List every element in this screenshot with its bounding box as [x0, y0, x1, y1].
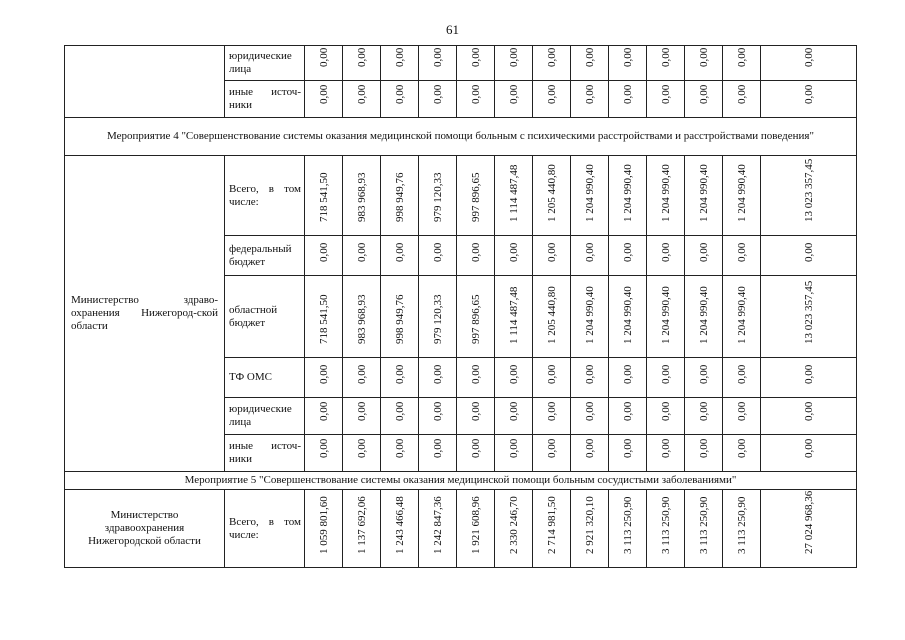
financing-table — [64, 45, 857, 568]
value-cell — [609, 46, 647, 81]
value-cell — [685, 81, 723, 118]
value-text: 0,00 — [355, 364, 368, 384]
value-cell — [381, 81, 419, 118]
table-row — [65, 46, 857, 81]
value-text: 0,00 — [697, 364, 710, 384]
table-row — [65, 156, 857, 236]
value-cell — [419, 358, 457, 398]
value-text: 1 204 990,40 — [583, 286, 596, 344]
value-cell — [457, 236, 495, 276]
value-text: 718 541,50 — [317, 172, 330, 222]
value-text: 1 243 466,48 — [393, 496, 406, 554]
total-cell — [761, 46, 857, 81]
total-cell — [761, 236, 857, 276]
value-cell — [647, 490, 685, 568]
value-cell — [305, 398, 343, 435]
value-cell — [343, 490, 381, 568]
value-cell — [381, 358, 419, 398]
value-cell — [305, 490, 343, 568]
value-text: 0,00 — [735, 401, 748, 421]
value-text: 0,00 — [659, 84, 672, 104]
value-text: 1 204 990,40 — [735, 286, 748, 344]
value-cell — [723, 156, 761, 236]
total-text: 0,00 — [802, 364, 815, 384]
value-cell — [609, 435, 647, 472]
value-text: 0,00 — [355, 84, 368, 104]
value-cell — [723, 358, 761, 398]
value-text: 0,00 — [317, 242, 330, 262]
value-text: 983 968,93 — [355, 294, 368, 344]
value-cell — [571, 46, 609, 81]
value-cell — [571, 358, 609, 398]
value-text: 0,00 — [507, 84, 520, 104]
value-cell — [685, 156, 723, 236]
value-cell — [571, 236, 609, 276]
value-cell — [533, 490, 571, 568]
value-text: 0,00 — [355, 242, 368, 262]
value-cell — [533, 236, 571, 276]
value-cell — [533, 358, 571, 398]
value-text: 2 921 320,10 — [583, 496, 596, 554]
value-cell — [723, 490, 761, 568]
total-text: 27 024 968,36 — [802, 490, 815, 554]
value-text: 0,00 — [393, 438, 406, 458]
page-number: 61 — [446, 22, 459, 37]
value-cell — [419, 490, 457, 568]
value-text: 0,00 — [431, 364, 444, 384]
value-text: 0,00 — [317, 47, 330, 67]
value-text: 0,00 — [507, 438, 520, 458]
value-text: 1 204 990,40 — [697, 286, 710, 344]
value-text: 0,00 — [583, 401, 596, 421]
value-text: 0,00 — [697, 84, 710, 104]
value-cell — [647, 435, 685, 472]
value-text: 998 949,76 — [393, 294, 406, 344]
value-text: 0,00 — [659, 438, 672, 458]
value-text: 0,00 — [469, 47, 482, 67]
value-text: 0,00 — [621, 47, 634, 67]
value-text: 0,00 — [583, 47, 596, 67]
value-cell — [381, 490, 419, 568]
source-cell: Всего, в том числе: — [225, 156, 305, 236]
value-text: 2 714 981,50 — [545, 496, 558, 554]
value-text: 1 059 801,60 — [317, 496, 330, 554]
value-cell — [571, 435, 609, 472]
value-text: 1 204 990,40 — [697, 164, 710, 222]
total-cell — [761, 358, 857, 398]
value-text: 3 113 250,90 — [659, 496, 672, 554]
value-cell — [343, 358, 381, 398]
value-cell — [533, 276, 571, 358]
value-text: 0,00 — [659, 47, 672, 67]
value-text: 0,00 — [583, 364, 596, 384]
executor-cell — [65, 46, 225, 118]
value-cell — [381, 435, 419, 472]
value-cell — [381, 398, 419, 435]
total-cell — [761, 81, 857, 118]
value-text: 1 204 990,40 — [659, 164, 672, 222]
value-cell — [647, 398, 685, 435]
value-text: 718 541,50 — [317, 294, 330, 344]
value-cell — [571, 398, 609, 435]
value-cell — [647, 236, 685, 276]
value-text: 1 204 990,40 — [621, 164, 634, 222]
value-text: 0,00 — [621, 84, 634, 104]
value-cell — [495, 435, 533, 472]
table-row — [65, 490, 857, 568]
total-cell — [761, 490, 857, 568]
total-text: 13 023 357,45 — [802, 280, 815, 344]
measure-title: Мероприятие 5 "Совершенствование системы оказания медицинской помощи больным сосудистыми заболеваниями" — [65, 472, 857, 490]
value-text: 0,00 — [735, 84, 748, 104]
value-text: 1 204 990,40 — [659, 286, 672, 344]
value-cell — [609, 358, 647, 398]
value-text: 0,00 — [469, 438, 482, 458]
value-text: 1 204 990,40 — [583, 164, 596, 222]
value-text: 0,00 — [545, 364, 558, 384]
value-cell — [457, 276, 495, 358]
value-cell — [381, 236, 419, 276]
value-text: 0,00 — [583, 242, 596, 262]
total-text: 0,00 — [802, 242, 815, 262]
value-text: 998 949,76 — [393, 172, 406, 222]
value-cell — [571, 81, 609, 118]
value-cell — [457, 156, 495, 236]
value-text: 0,00 — [393, 242, 406, 262]
value-cell — [533, 46, 571, 81]
value-text: 0,00 — [621, 438, 634, 458]
value-text: 0,00 — [431, 84, 444, 104]
value-text: 0,00 — [659, 401, 672, 421]
value-text: 0,00 — [469, 242, 482, 262]
value-cell — [305, 156, 343, 236]
value-text: 0,00 — [697, 438, 710, 458]
value-text: 0,00 — [507, 242, 520, 262]
value-cell — [457, 81, 495, 118]
value-cell — [533, 81, 571, 118]
value-text: 2 330 246,70 — [507, 496, 520, 554]
value-text: 1 921 608,96 — [469, 496, 482, 554]
source-cell: Всего, в том числе: — [225, 490, 305, 568]
value-text: 0,00 — [545, 242, 558, 262]
value-cell — [495, 81, 533, 118]
value-cell — [647, 46, 685, 81]
value-text: 0,00 — [431, 401, 444, 421]
measure-header-row — [65, 118, 857, 156]
value-text: 0,00 — [507, 401, 520, 421]
value-cell — [381, 46, 419, 81]
value-cell — [647, 276, 685, 358]
value-cell — [343, 81, 381, 118]
value-cell — [609, 276, 647, 358]
value-text: 0,00 — [431, 438, 444, 458]
measure-title: Мероприятие 4 "Совершенствование системы оказания медицинской помощи больным с психическими расстройствами и расстройствами поведения" — [65, 118, 857, 156]
value-text: 0,00 — [469, 84, 482, 104]
value-cell — [723, 46, 761, 81]
value-text: 0,00 — [393, 401, 406, 421]
value-cell — [343, 46, 381, 81]
value-cell — [685, 236, 723, 276]
value-cell — [419, 236, 457, 276]
value-text: 0,00 — [545, 47, 558, 67]
value-text: 0,00 — [735, 364, 748, 384]
value-cell — [571, 490, 609, 568]
total-cell — [761, 398, 857, 435]
value-text: 0,00 — [317, 401, 330, 421]
value-cell — [343, 236, 381, 276]
source-cell: федеральный бюджет — [225, 236, 305, 276]
value-cell — [495, 490, 533, 568]
value-text: 3 113 250,90 — [735, 496, 748, 554]
value-cell — [419, 81, 457, 118]
value-text: 0,00 — [469, 401, 482, 421]
total-cell — [761, 156, 857, 236]
value-cell — [685, 358, 723, 398]
value-cell — [495, 236, 533, 276]
value-cell — [419, 46, 457, 81]
value-text: 1 205 440,80 — [545, 286, 558, 344]
value-text: 0,00 — [393, 84, 406, 104]
value-text: 1 114 487,48 — [507, 164, 520, 222]
value-cell — [723, 398, 761, 435]
value-cell — [495, 398, 533, 435]
total-cell — [761, 435, 857, 472]
value-cell — [609, 398, 647, 435]
value-cell — [457, 435, 495, 472]
value-cell — [457, 46, 495, 81]
value-cell — [533, 435, 571, 472]
value-cell — [685, 398, 723, 435]
value-text: 0,00 — [735, 242, 748, 262]
value-text: 0,00 — [697, 242, 710, 262]
value-cell — [419, 276, 457, 358]
measure-header-row — [65, 472, 857, 490]
value-cell — [305, 81, 343, 118]
total-text: 0,00 — [802, 438, 815, 458]
value-cell — [647, 358, 685, 398]
value-cell — [343, 435, 381, 472]
value-text: 0,00 — [507, 364, 520, 384]
value-cell — [457, 490, 495, 568]
total-cell — [761, 276, 857, 358]
value-text: 0,00 — [355, 401, 368, 421]
source-cell: иные источ-ники — [225, 81, 305, 118]
value-cell — [685, 276, 723, 358]
value-text: 997 896,65 — [469, 294, 482, 344]
source-cell: ТФ ОМС — [225, 358, 305, 398]
value-text: 0,00 — [545, 84, 558, 104]
value-cell — [609, 236, 647, 276]
value-cell — [457, 358, 495, 398]
value-cell — [495, 358, 533, 398]
value-cell — [723, 276, 761, 358]
value-text: 1 204 990,40 — [621, 286, 634, 344]
value-cell — [533, 156, 571, 236]
executor-cell: Министерство здраво-охранения Нижегород-ской области — [65, 156, 225, 472]
value-text: 979 120,33 — [431, 294, 444, 344]
value-cell — [723, 236, 761, 276]
value-cell — [305, 276, 343, 358]
value-text: 997 896,65 — [469, 172, 482, 222]
value-cell — [419, 398, 457, 435]
value-cell — [533, 398, 571, 435]
value-text: 0,00 — [697, 47, 710, 67]
value-text: 0,00 — [355, 47, 368, 67]
value-cell — [457, 398, 495, 435]
value-cell — [723, 435, 761, 472]
value-text: 0,00 — [621, 242, 634, 262]
value-text: 0,00 — [469, 364, 482, 384]
value-cell — [685, 435, 723, 472]
value-text: 0,00 — [355, 438, 368, 458]
value-text: 0,00 — [735, 47, 748, 67]
value-cell — [685, 490, 723, 568]
value-cell — [305, 46, 343, 81]
value-cell — [343, 398, 381, 435]
value-text: 0,00 — [317, 438, 330, 458]
value-cell — [647, 156, 685, 236]
value-text: 1 205 440,80 — [545, 164, 558, 222]
value-cell — [305, 358, 343, 398]
value-text: 0,00 — [393, 364, 406, 384]
total-text: 13 023 357,45 — [802, 158, 815, 222]
value-text: 0,00 — [697, 401, 710, 421]
source-cell: иные источ-ники — [225, 435, 305, 472]
value-text: 0,00 — [431, 242, 444, 262]
value-cell — [495, 46, 533, 81]
value-cell — [343, 156, 381, 236]
value-text: 0,00 — [583, 438, 596, 458]
value-cell — [419, 435, 457, 472]
value-cell — [685, 46, 723, 81]
value-text: 1 242 847,36 — [431, 496, 444, 554]
source-cell: юридические лица — [225, 398, 305, 435]
value-text: 0,00 — [659, 364, 672, 384]
value-cell — [495, 156, 533, 236]
total-text: 0,00 — [802, 401, 815, 421]
value-text: 1 114 487,48 — [507, 286, 520, 344]
value-cell — [381, 276, 419, 358]
value-text: 1 137 692,06 — [355, 496, 368, 554]
value-text: 0,00 — [317, 364, 330, 384]
value-text: 0,00 — [317, 84, 330, 104]
value-text: 0,00 — [393, 47, 406, 67]
value-text: 979 120,33 — [431, 172, 444, 222]
source-cell: областной бюджет — [225, 276, 305, 358]
value-text: 1 204 990,40 — [735, 164, 748, 222]
value-text: 3 113 250,90 — [621, 496, 634, 554]
value-cell — [571, 156, 609, 236]
value-cell — [305, 435, 343, 472]
source-cell: юридические лица — [225, 46, 305, 81]
value-cell — [381, 156, 419, 236]
value-text: 0,00 — [507, 47, 520, 67]
value-text: 0,00 — [659, 242, 672, 262]
executor-cell: Министерство здравоохранения Нижегородской области — [65, 490, 225, 568]
total-text: 0,00 — [802, 47, 815, 67]
value-text: 0,00 — [621, 401, 634, 421]
value-cell — [571, 276, 609, 358]
value-cell — [343, 276, 381, 358]
value-text: 3 113 250,90 — [697, 496, 710, 554]
value-cell — [305, 236, 343, 276]
value-text: 0,00 — [735, 438, 748, 458]
value-cell — [419, 156, 457, 236]
value-cell — [495, 276, 533, 358]
total-text: 0,00 — [802, 84, 815, 104]
value-text: 0,00 — [583, 84, 596, 104]
value-cell — [609, 156, 647, 236]
value-text: 0,00 — [545, 401, 558, 421]
value-cell — [609, 81, 647, 118]
value-cell — [609, 490, 647, 568]
value-cell — [723, 81, 761, 118]
value-text: 0,00 — [621, 364, 634, 384]
value-text: 0,00 — [545, 438, 558, 458]
value-cell — [647, 81, 685, 118]
value-text: 0,00 — [431, 47, 444, 67]
value-text: 983 968,93 — [355, 172, 368, 222]
